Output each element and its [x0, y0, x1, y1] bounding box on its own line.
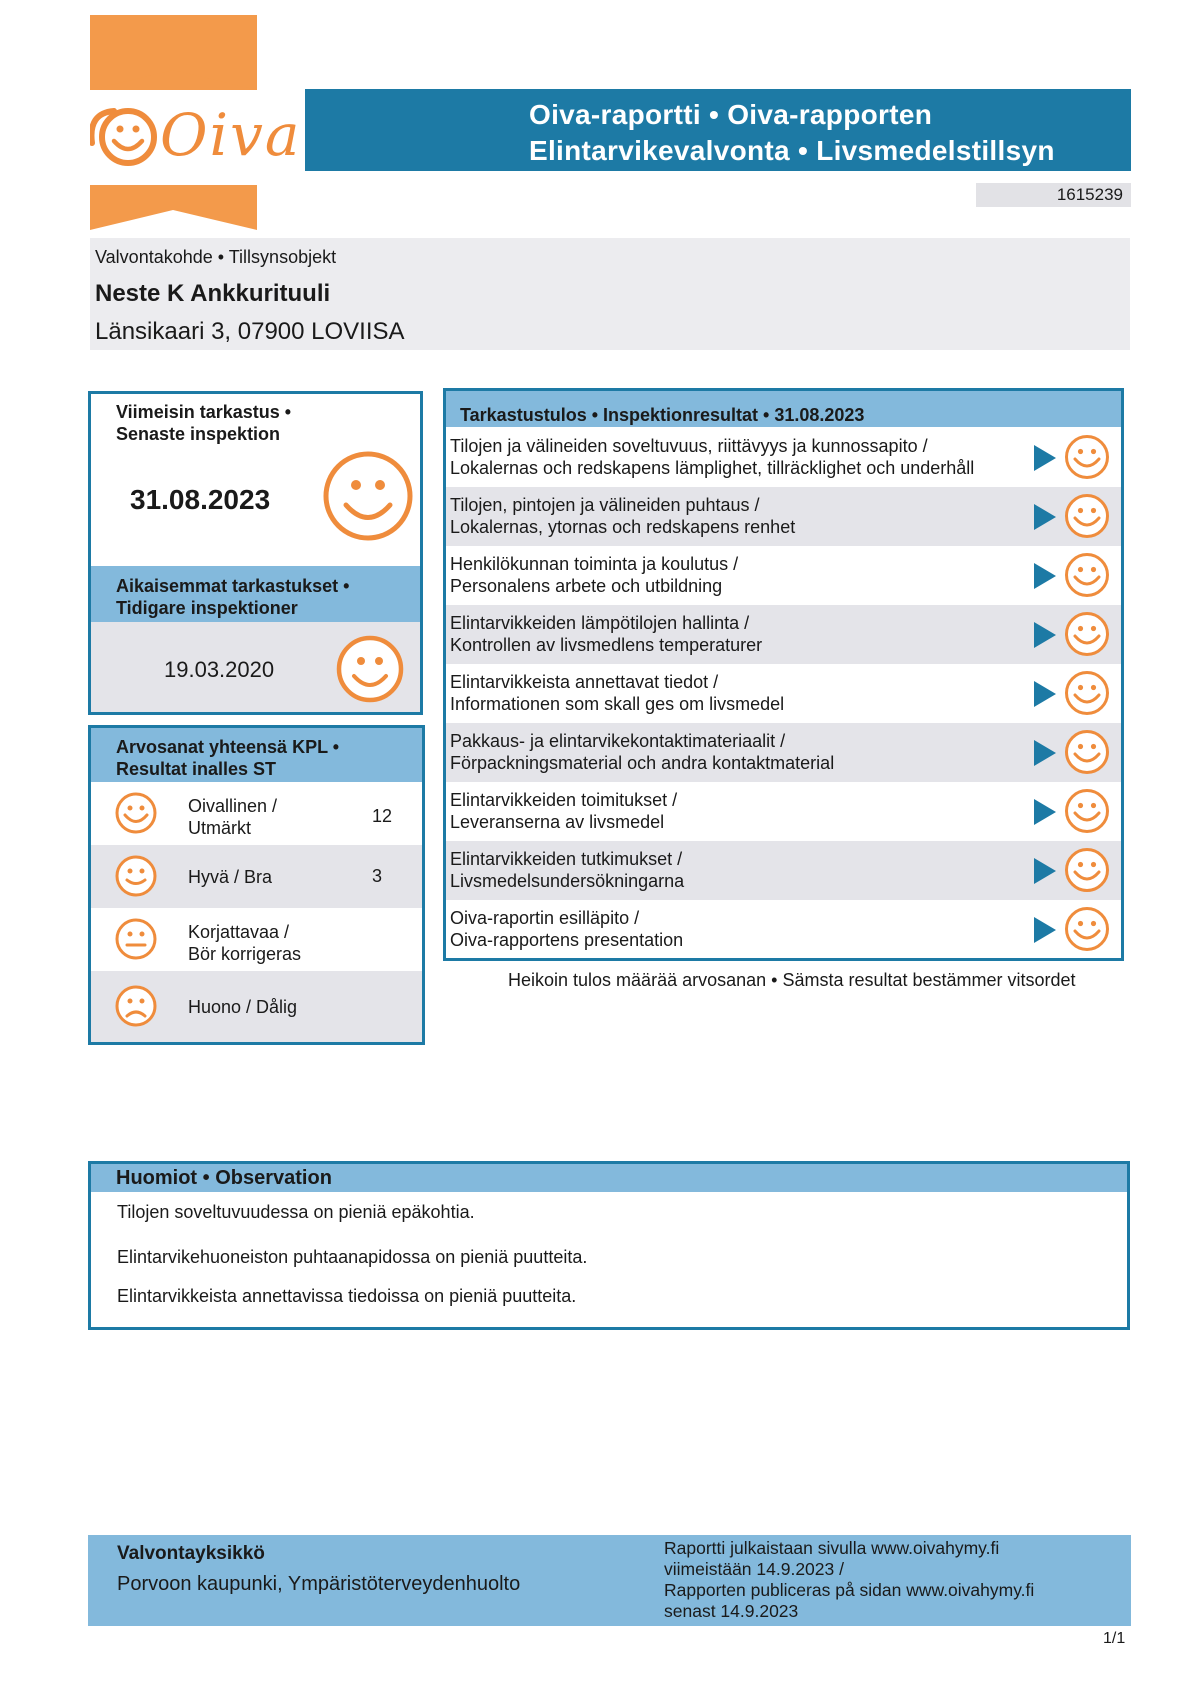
grade-count: 12 — [372, 806, 393, 826]
excellent-face-icon — [1064, 729, 1110, 775]
grade-totals-header: Arvosanat yhteensä KPL • Resultat inalles ST — [91, 728, 422, 782]
good-face-icon — [115, 855, 157, 897]
report-title-line2: Elintarvikevalvonta • Livsmedelstillsyn — [529, 135, 1055, 166]
logo-text: Oiva — [160, 101, 302, 169]
happy-face-icon — [322, 450, 414, 542]
play-arrow-icon — [1034, 740, 1056, 766]
grade-row-good — [91, 845, 422, 908]
excellent-face-icon — [1064, 611, 1110, 657]
result-label: Elintarvikkeiden tutkimukset / Livsmedelsundersökningarna — [450, 849, 685, 891]
sad-face-icon — [115, 985, 157, 1027]
play-arrow-icon — [1034, 681, 1056, 707]
result-row — [446, 605, 1121, 664]
results-header: Tarkastustulos • Inspektionresultat • 31.08.2023 — [460, 405, 865, 425]
supervision-unit-name: Porvoon kaupunki, Ympäristöterveydenhuolto — [117, 1573, 521, 1595]
grade-label: Hyvä / Bra — [188, 867, 273, 887]
supervision-unit-label: Valvontayksikkö — [117, 1543, 265, 1564]
grade-label: Huono / Dålig — [188, 997, 298, 1017]
excellent-face-icon — [1064, 847, 1110, 893]
play-arrow-icon — [1034, 504, 1056, 530]
grade-count: 3 — [372, 866, 383, 886]
oiva-logo — [90, 15, 302, 230]
latest-inspection-date: 31.08.2023 — [130, 484, 271, 515]
observation-line: Elintarvikehuoneiston puhtaanapidossa on pieniä puutteita. — [117, 1247, 588, 1267]
report-title-line1: Oiva-raportti • Oiva-rapporten — [529, 99, 933, 130]
target-address: Länsikaari 3, 07900 LOVIISA — [95, 318, 405, 345]
play-arrow-icon — [1034, 858, 1056, 884]
result-label: Elintarvikkeiden toimitukset / Leveranserna av livsmedel — [450, 790, 678, 832]
result-label: Oiva-raportin esilläpito / Oiva-rapportens presentation — [450, 908, 684, 950]
excellent-face-icon — [1064, 788, 1110, 834]
result-row — [446, 841, 1121, 900]
excellent-face-icon — [115, 792, 157, 834]
observation-line: Elintarvikkeista annettavissa tiedoissa on pieniä puutteita. — [117, 1286, 577, 1306]
result-row — [446, 487, 1121, 546]
play-arrow-icon — [1034, 563, 1056, 589]
previous-inspection-date: 19.03.2020 — [164, 657, 275, 682]
result-label: Elintarvikkeiden lämpötilojen hallinta / Kontrollen av livsmedlens temperaturer — [450, 613, 763, 655]
grade-row-poor — [91, 971, 422, 1042]
result-row — [446, 782, 1121, 841]
result-row — [446, 428, 1121, 487]
target-label: Valvontakohde • Tillsynsobjekt — [95, 247, 337, 267]
page-number: 1/1 — [1103, 1630, 1126, 1647]
result-label: Tilojen, pintojen ja välineiden puhtaus / Lokalernas, ytornas och redskapens renhet — [450, 495, 796, 537]
excellent-face-icon — [1064, 493, 1110, 539]
result-label: Elintarvikkeista annettavat tiedot / Informationen som skall ges om livsmedel — [450, 672, 785, 714]
play-arrow-icon — [1034, 917, 1056, 943]
excellent-face-icon — [1064, 434, 1110, 480]
latest-inspection-label: Viimeisin tarkastus • Senaste inspektion — [116, 402, 292, 444]
observation-line: Tilojen soveltuvuudessa on pieniä epäkohtia. — [117, 1202, 475, 1222]
report-id: 1615239 — [976, 183, 1131, 207]
result-label: Henkilökunnan toiminta ja koulutus / Personalens arbete och utbildning — [450, 554, 739, 596]
observations-header: Huomiot • Observation — [91, 1164, 1127, 1192]
play-arrow-icon — [1034, 445, 1056, 471]
grade-label: Oivallinen / Utmärkt — [188, 796, 278, 838]
result-label: Tilojen ja välineiden soveltuvuus, riittävyys ja kunnossapito / Lokalernas och redskapens lämplighet, tillräcklighet och underhåll — [450, 436, 975, 478]
neutral-face-icon — [115, 918, 157, 960]
result-label: Pakkaus- ja elintarvikekontaktimateriaalit / Förpackningsmaterial och andra kontaktmaterial — [450, 731, 835, 773]
report-title-banner — [305, 89, 1131, 171]
excellent-face-icon — [1064, 670, 1110, 716]
results-footnote: Heikoin tulos määrää arvosanan • Sämsta resultat bestämmer vitsordet — [508, 970, 1076, 990]
result-row — [446, 664, 1121, 723]
result-row — [446, 546, 1121, 605]
result-row — [446, 900, 1121, 959]
excellent-face-icon — [1064, 552, 1110, 598]
result-row — [446, 723, 1121, 782]
publication-notice: Raportti julkaistaan sivulla www.oivahymy.fi viimeistään 14.9.2023 / Rapporten publiceras på sidan www.oivahymy.fi senast 14.9.2023 — [664, 1538, 1035, 1621]
play-arrow-icon — [1034, 799, 1056, 825]
grade-row-excellent — [91, 782, 422, 845]
excellent-face-icon — [1064, 906, 1110, 952]
grade-row-needs-correction — [91, 908, 422, 971]
happy-face-icon — [335, 634, 405, 704]
previous-inspections-header: Aikaisemmat tarkastukset • Tidigare inspektioner — [91, 566, 420, 622]
target-name: Neste K Ankkurituuli — [95, 280, 331, 307]
play-arrow-icon — [1034, 622, 1056, 648]
grade-label: Korjattavaa / Bör korrigeras — [188, 922, 302, 964]
